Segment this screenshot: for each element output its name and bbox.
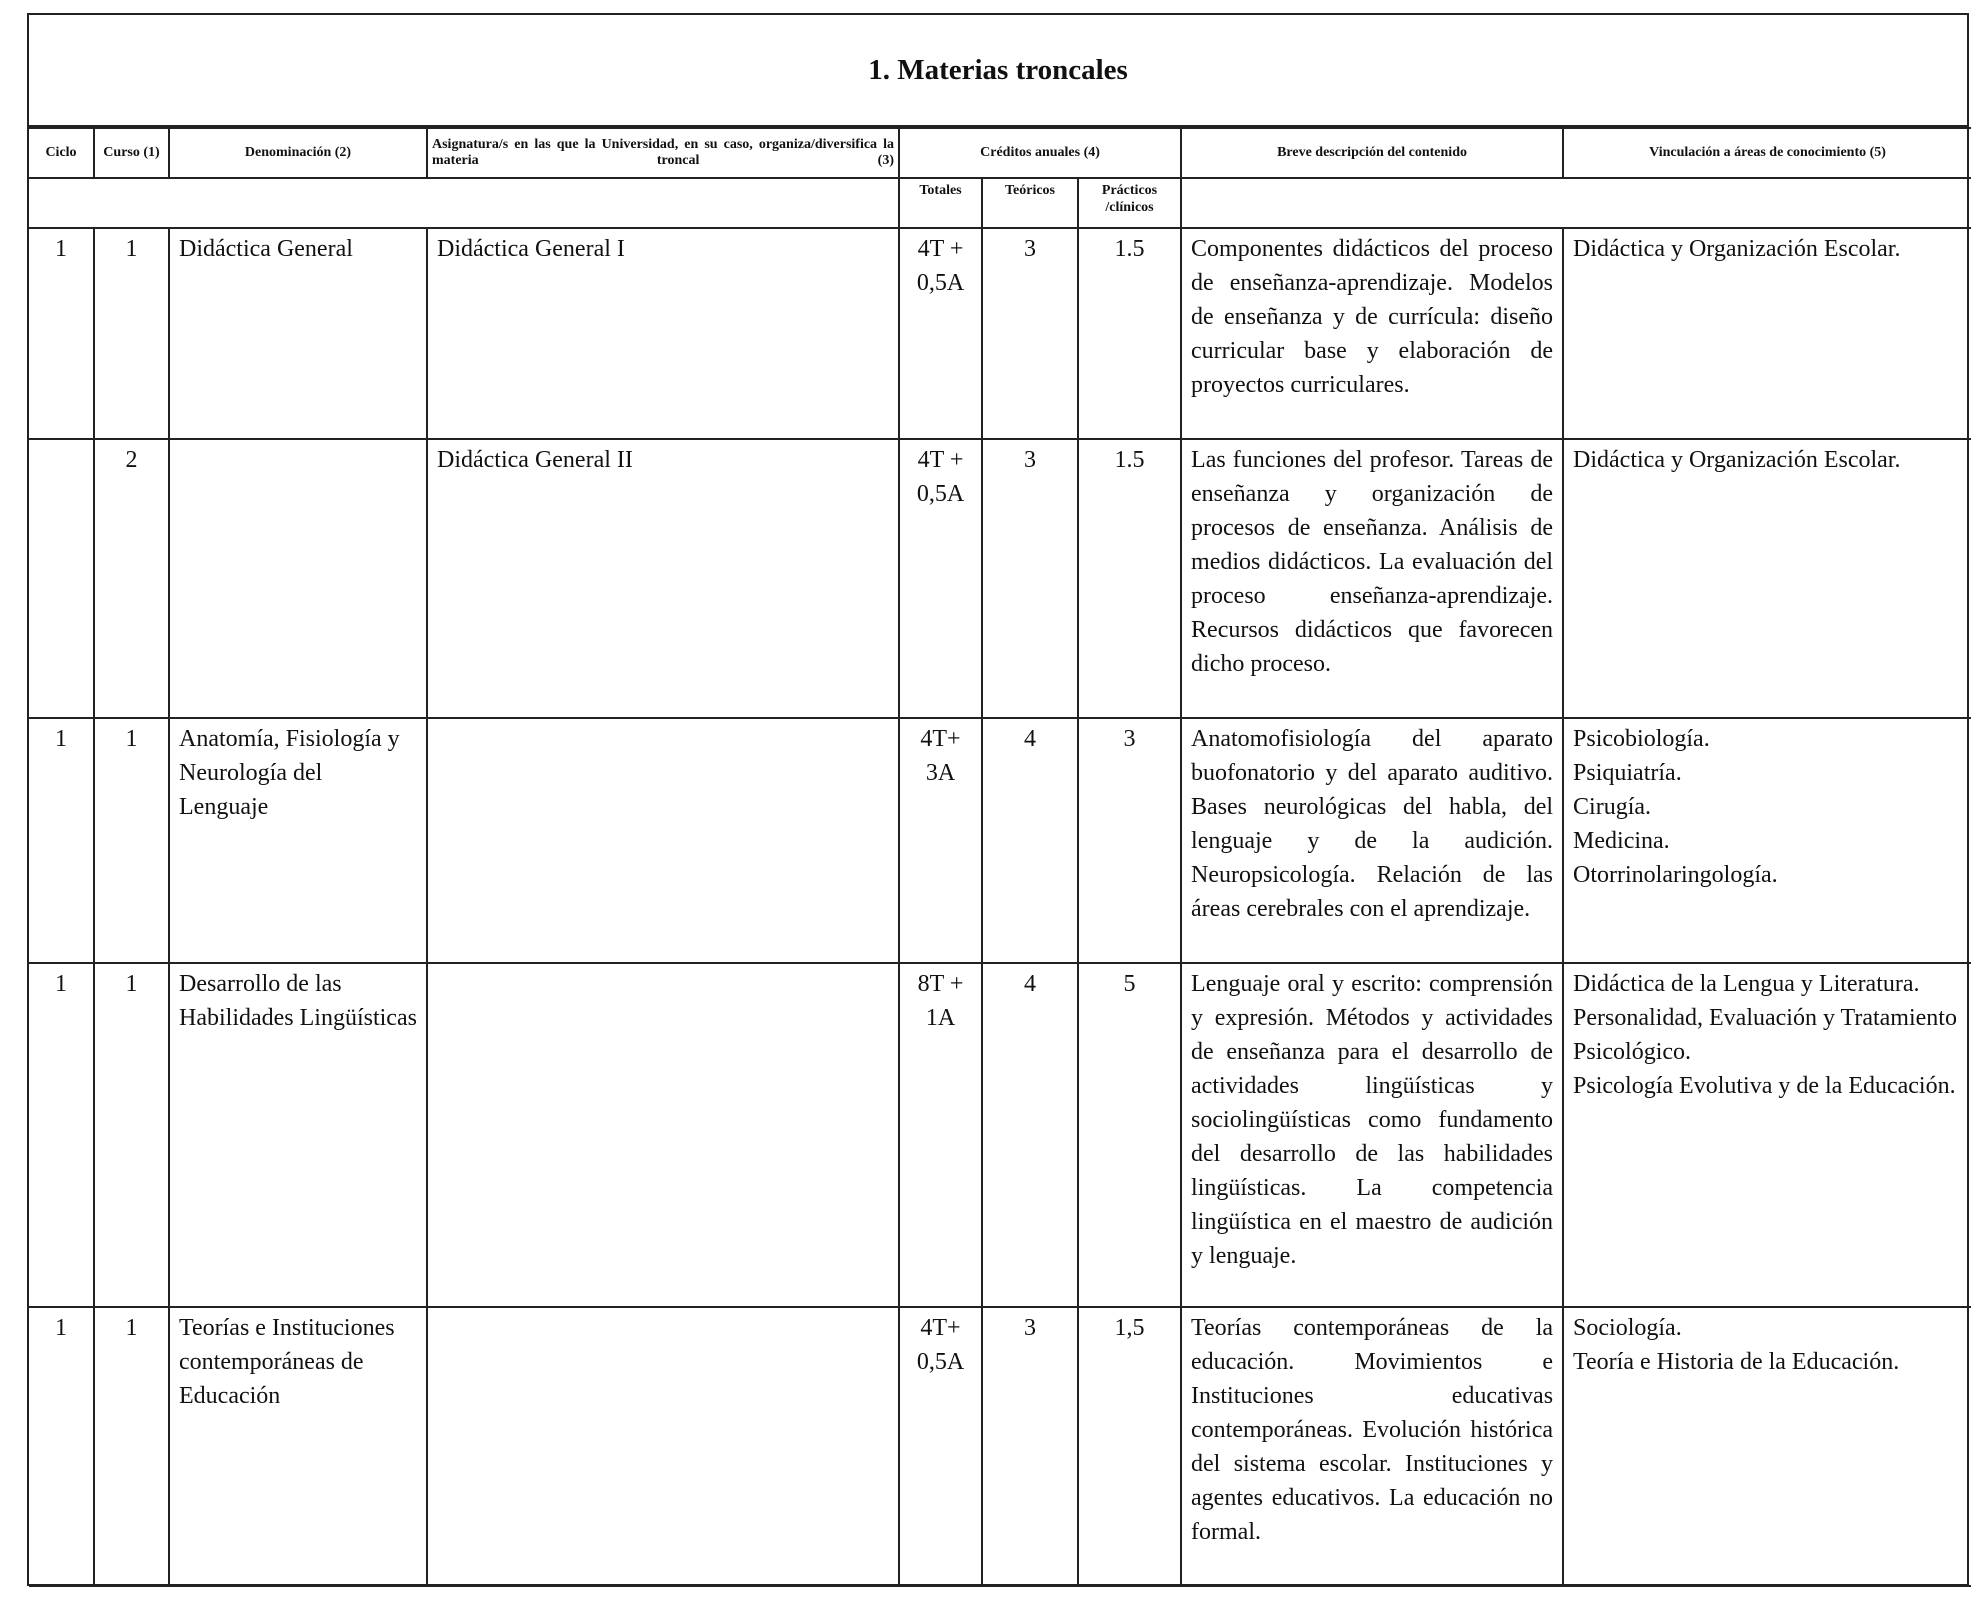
cell-descripcion: Anatomofisiología del aparato buofonatorio y del aparato auditivo. Bases neurológicas del habla, del lenguaje y de la audición. Neuropsicología. Relación de las áreas cerebrales con el aprendizaje. xyxy=(1181,718,1563,963)
subheader-row xyxy=(29,178,1971,228)
header-curso: Curso (1) xyxy=(94,128,169,178)
cell-descripcion: Lenguaje oral y escrito: comprensión y expresión. Métodos y actividades de enseñanza para el desarrollo de actividades lingüísticas y sociolingüísticas como fundamento del desarrollo de las habilidades lingüísticas. La competencia lingüística en el maestro de audición y lenguaje. xyxy=(1181,963,1563,1307)
cell-practicos: 1,5 xyxy=(1078,1307,1181,1586)
subheader-blank-right xyxy=(1181,178,1971,228)
cell-teoricos: 3 xyxy=(982,1307,1078,1586)
table-row xyxy=(29,963,1971,1307)
cell-areas xyxy=(1563,1307,1971,1586)
cell-totales: 4T+ 3A xyxy=(899,718,982,963)
area-item: Psicobiología. xyxy=(1573,726,1710,752)
cell-denominacion: Anatomía, Fisiología y Neurología del Lenguaje xyxy=(169,718,427,963)
area-item: Otorrinolaringología. xyxy=(1573,862,1778,888)
cell-curso: 1 xyxy=(94,228,169,439)
header-ciclo: Ciclo xyxy=(29,128,94,178)
header-totales: Totales xyxy=(899,178,982,228)
materias-table xyxy=(29,127,1971,1587)
area-item: Didáctica y Organización Escolar. xyxy=(1573,236,1901,262)
header-row xyxy=(29,128,1971,178)
cell-descripcion: Las funciones del profesor. Tareas de enseñanza y organización de procesos de enseñanza. Análisis de medios didácticos. La evaluación del proceso enseñanza-aprendizaje. Recursos didácticos que favorecen dicho proceso. xyxy=(1181,439,1563,718)
header-practicos: Prácticos /clínicos xyxy=(1078,178,1181,228)
area-item: Psiquiatría. xyxy=(1573,760,1682,786)
cell-totales: 8T + 1A xyxy=(899,963,982,1307)
cell-practicos: 5 xyxy=(1078,963,1181,1307)
cell-practicos: 1.5 xyxy=(1078,228,1181,439)
header-teoricos: Teóricos xyxy=(982,178,1078,228)
area-item: Teoría e Historia de la Educación. xyxy=(1573,1349,1900,1375)
table-row xyxy=(29,1307,1971,1586)
table-row xyxy=(29,439,1971,718)
area-item: Didáctica de la Lengua y Literatura. xyxy=(1573,971,1920,997)
cell-denominacion: Teorías e Instituciones contemporáneas de Educación xyxy=(169,1307,427,1586)
title-row xyxy=(29,15,1967,127)
header-asignaturas: Asignatura/s en las que la Universidad, en su caso, organiza/diversifica la materia troncal (3) xyxy=(427,128,899,178)
area-item: Didáctica y Organización Escolar. xyxy=(1573,447,1901,473)
area-item: Sociología. xyxy=(1573,1315,1682,1341)
header-vinculacion: Vinculación a áreas de conocimiento (5) xyxy=(1563,128,1971,178)
cell-denominacion xyxy=(169,439,427,718)
cell-denominacion: Didáctica General xyxy=(169,228,427,439)
table-row xyxy=(29,228,1971,439)
cell-totales: 4T + 0,5A xyxy=(899,439,982,718)
cell-areas xyxy=(1563,439,1971,718)
header-descripcion: Breve descripción del contenido xyxy=(1181,128,1563,178)
cell-areas xyxy=(1563,718,1971,963)
cell-asignatura xyxy=(427,963,899,1307)
cell-curso: 1 xyxy=(94,718,169,963)
cell-asignatura: Didáctica General I xyxy=(427,228,899,439)
cell-asignatura xyxy=(427,718,899,963)
area-item: Psicología Evolutiva y de la Educación. xyxy=(1573,1073,1956,1099)
document-sheet xyxy=(27,13,1969,1586)
cell-teoricos: 4 xyxy=(982,963,1078,1307)
cell-descripcion: Teorías contemporáneas de la educación. Movimientos e Instituciones educativas contemporáneas. Evolución histórica del sistema escolar. Instituciones y agentes educativos. La educación no formal. xyxy=(1181,1307,1563,1586)
cell-ciclo: 1 xyxy=(29,1307,94,1586)
area-item: Personalidad, Evaluación y Tratamiento Psicológico. xyxy=(1573,1005,1957,1065)
cell-asignatura xyxy=(427,1307,899,1586)
header-denominacion: Denominación (2) xyxy=(169,128,427,178)
subheader-blank xyxy=(29,178,899,228)
cell-denominacion: Desarrollo de las Habilidades Lingüísticas xyxy=(169,963,427,1307)
cell-areas xyxy=(1563,963,1971,1307)
page-title: 1. Materias troncales xyxy=(868,53,1128,86)
cell-areas xyxy=(1563,228,1971,439)
cell-curso: 2 xyxy=(94,439,169,718)
cell-teoricos: 4 xyxy=(982,718,1078,963)
cell-curso: 1 xyxy=(94,963,169,1307)
cell-descripcion: Componentes didácticos del proceso de enseñanza-aprendizaje. Modelos de enseñanza y de currícula: diseño curricular base y elaboración de proyectos curriculares. xyxy=(1181,228,1563,439)
cell-asignatura: Didáctica General II xyxy=(427,439,899,718)
cell-ciclo: 1 xyxy=(29,228,94,439)
cell-ciclo: 1 xyxy=(29,718,94,963)
cell-ciclo xyxy=(29,439,94,718)
cell-teoricos: 3 xyxy=(982,439,1078,718)
header-creditos: Créditos anuales (4) xyxy=(899,128,1181,178)
table-row xyxy=(29,718,1971,963)
cell-practicos: 1.5 xyxy=(1078,439,1181,718)
area-item: Cirugía. xyxy=(1573,794,1652,820)
cell-practicos: 3 xyxy=(1078,718,1181,963)
area-item: Medicina. xyxy=(1573,828,1670,854)
cell-totales: 4T+ 0,5A xyxy=(899,1307,982,1586)
cell-ciclo: 1 xyxy=(29,963,94,1307)
cell-totales: 4T + 0,5A xyxy=(899,228,982,439)
cell-curso: 1 xyxy=(94,1307,169,1586)
cell-teoricos: 3 xyxy=(982,228,1078,439)
